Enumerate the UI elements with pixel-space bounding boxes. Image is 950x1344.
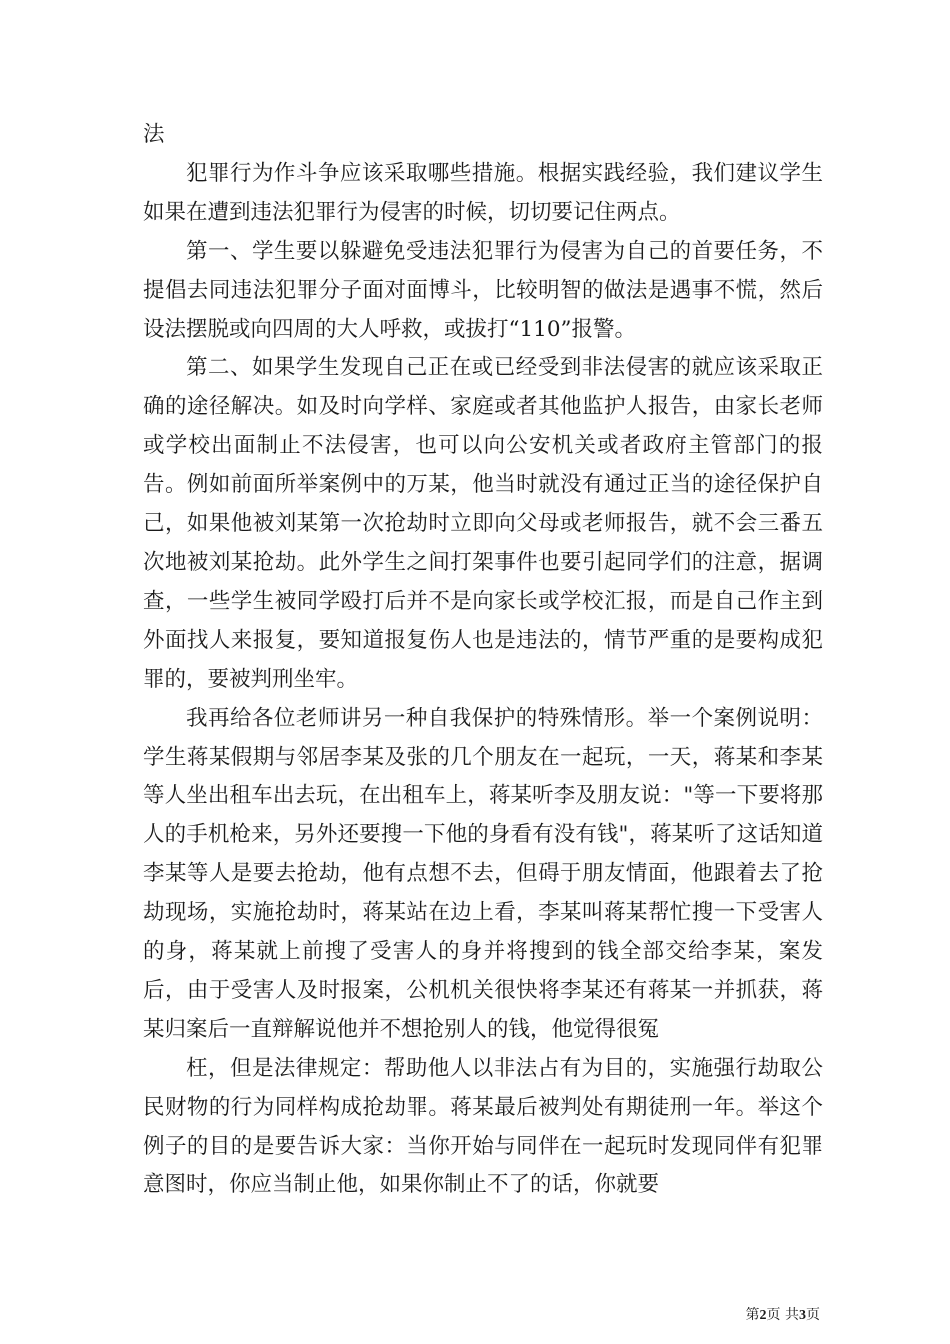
footer-suffix: 页 [806,1307,820,1323]
total-pages-number: 3 [799,1308,806,1323]
current-page-number: 2 [759,1308,767,1323]
paragraph-fragment: 法 [143,122,165,147]
paragraph-measures: 犯罪行为作斗争应该采取哪些措施。根据实践经验，我们建议学生如果在遭到违法犯罪行为侵害的时候，切切要记住两点。 [143,160,823,225]
footer-middle: 页 共 [766,1307,799,1323]
document-body [143,116,823,1205]
paragraph-legal-conclusion: 枉，但是法律规定：帮助他人以非法占有为目的，实施强行劫取公民财物的行为同样构成抢劫罪。蒋某最后被判处有期徒刑一年。举这个例子的目的是要告诉大家：当你开始与同伴在一起玩时发现同伴有犯罪意图时，你应当制止他，如果你制止不了的话，你就要 [143,1055,823,1198]
paragraph-second-point: 第二、如果学生发现自己正在或已经受到非法侵害的就应该采取正确的途径解决。如及时向学样、家庭或者其他监护人报告，由家长老师或学校出面制止不法侵害，也可以向公安机关或者政府主管部门的报告。例如前面所举案例中的万某，他当时就没有通过正当的途径保护自己，如果他被刘某第一次抢劫时立即向父母或老师报告，就不会三番五次地被刘某抢劫。此外学生之间打架事件也要引起同学们的注意，据调查，一些学生被同学殴打后并不是向家长或学校汇报，而是自己作主到外面找人来报复，要知道报复伤人也是违法的，情节严重的是要构成犯罪的，要被判刑坐牢。 [143,355,823,692]
paragraph-first-point: 第一、学生要以躲避免受违法犯罪行为侵害为自己的首要任务，不提倡去同违法犯罪分子面对面博斗，比较明智的做法是遇事不慌，然后设法摆脱或向四周的大人呼救，或拔打“110”报警。 [143,238,823,342]
page-number-footer [690,1305,820,1326]
footer-prefix: 第 [745,1307,760,1323]
paragraph-case-example: 我再给各位老师讲另一种自我保护的特殊情形。举一个案例说明：学生蒋某假期与邻居李某及张的几个朋友在一起玩，一天，蒋某和李某等人坐出租车出去玩，在出租车上，蒋某听李及朋友说："等一下要将那人的手机枪来，另外还要搜一下他的身看有没有钱"，蒋某听了这话知道李某等人是要去抢劫，他有点想不去，但碍于朋友情面，他跟着去了抢劫现场，实施抢劫时，蒋某站在边上看，李某叫蒋某帮忙搜一下受害人的身，蒋某就上前搜了受害人的身并将搜到的钱全部交给李某，案发后，由于受害人及时报案，公机机关很快将李某还有蒋某一并抓获，蒋某归案后一直辩解说他并不想抢别人的钱，他觉得很冤 [143,705,823,1042]
